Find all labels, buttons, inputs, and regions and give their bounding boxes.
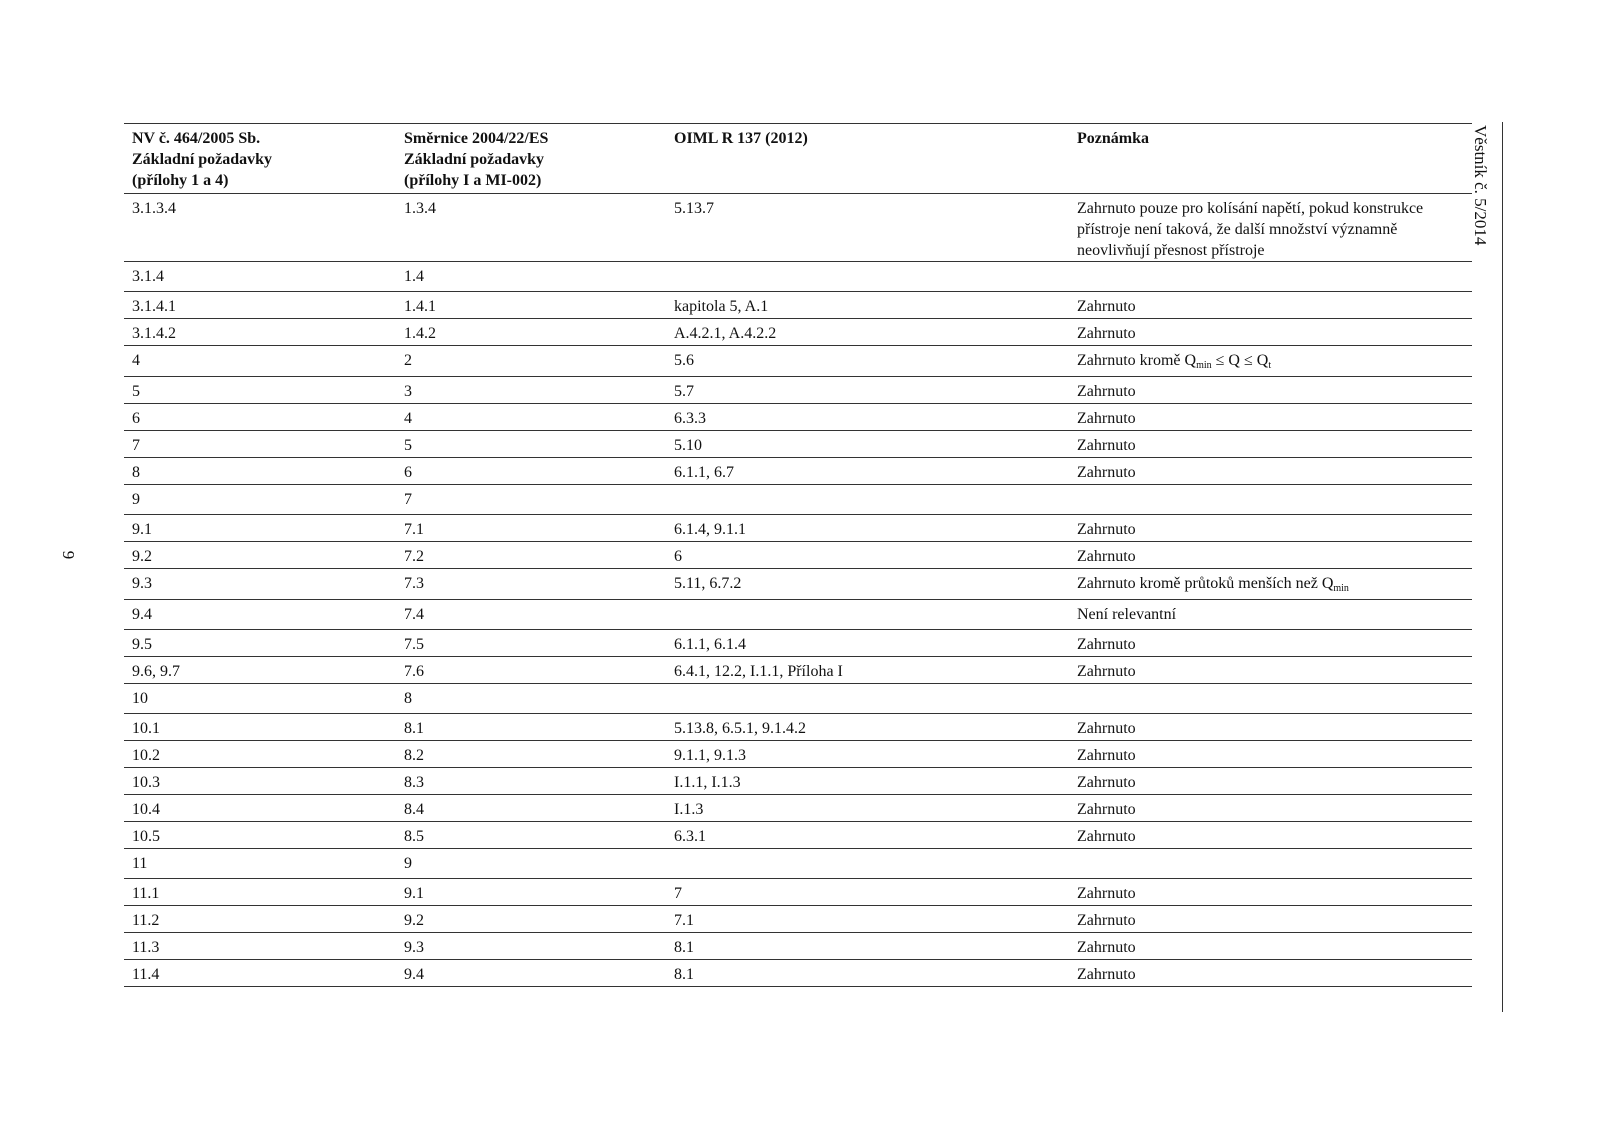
header-smernice: [396, 124, 666, 194]
table-row: [124, 346, 1472, 377]
cell-oiml: 8.1: [674, 939, 694, 956]
note-text: Zahrnuto: [1077, 774, 1136, 791]
note-text: Zahrnuto: [1077, 636, 1136, 653]
cell-note: [1069, 849, 1472, 879]
cell-smernice: 8: [404, 690, 412, 707]
table-row: [124, 600, 1472, 630]
note-text: Zahrnuto: [1077, 521, 1136, 538]
cell-nv: 9: [132, 491, 140, 508]
cell-smernice: 8.1: [404, 720, 424, 737]
header-nv: [124, 124, 396, 194]
note-text: Zahrnuto: [1077, 801, 1136, 818]
cell-smernice: 7.5: [404, 636, 424, 653]
cell-note: [1069, 684, 1472, 714]
cell-nv: 9.5: [132, 636, 152, 653]
table-row: [124, 377, 1472, 404]
cell-smernice: 5: [404, 437, 412, 454]
cell-oiml: 5.13.8, 6.5.1, 9.1.4.2: [674, 720, 806, 737]
cell-oiml: [666, 262, 1069, 292]
cell-oiml: 8.1: [674, 966, 694, 983]
note-text: Zahrnuto kromě průtoků menších než Q: [1077, 575, 1334, 592]
cell-note: [1069, 822, 1472, 849]
note-subscript: min: [1196, 360, 1212, 371]
header-text: NV č. 464/2005 Sb.: [132, 130, 261, 147]
table-row: [124, 741, 1472, 768]
cell-note: [1069, 431, 1472, 458]
cell-oiml: [666, 485, 1069, 515]
cell-oiml: 6.4.1, 12.2, I.1.1, Příloha I: [674, 663, 843, 680]
cell-nv: 3.1.4: [132, 268, 164, 285]
note-text: Zahrnuto: [1077, 885, 1136, 902]
cell-nv: 10: [132, 690, 148, 707]
cell-nv: 7: [132, 437, 140, 454]
cell-note: [1069, 569, 1472, 600]
cell-nv: 11.4: [132, 966, 160, 983]
table-row: [124, 194, 1472, 262]
cell-smernice: 7.1: [404, 521, 424, 538]
cell-note: [1069, 795, 1472, 822]
cell-nv: 4: [132, 352, 140, 369]
cell-note: [1069, 515, 1472, 542]
cell-nv: 9.6, 9.7: [132, 663, 180, 680]
cell-smernice: 7.2: [404, 548, 424, 565]
side-divider: [1502, 122, 1503, 1012]
cell-note: [1069, 319, 1472, 346]
requirements-table: [124, 123, 1472, 987]
cell-oiml: 9.1.1, 9.1.3: [674, 747, 746, 764]
table-row: [124, 879, 1472, 906]
note-text: Zahrnuto: [1077, 383, 1136, 400]
note-text: Zahrnuto: [1077, 720, 1136, 737]
cell-smernice: 6: [404, 464, 412, 481]
cell-nv: 9.4: [132, 606, 152, 623]
cell-note: [1069, 714, 1472, 741]
cell-oiml: [666, 684, 1069, 714]
cell-nv: 9.3: [132, 575, 152, 592]
cell-nv: 9.2: [132, 548, 152, 565]
cell-nv: 3.1.4.1: [132, 298, 176, 315]
note-text: Zahrnuto pouze pro kolísání napětí, pokud konstrukce přístroje není taková, že další množství významně neovlivňují přesnost přístroje: [1077, 200, 1424, 259]
table-row: [124, 262, 1472, 292]
cell-note: [1069, 906, 1472, 933]
cell-nv: 10.3: [132, 774, 160, 791]
note-subscript: t: [1268, 360, 1272, 371]
cell-smernice: 9: [404, 855, 412, 872]
table-row: [124, 849, 1472, 879]
table-row: [124, 795, 1472, 822]
cell-oiml: A.4.2.1, A.4.2.2: [674, 325, 777, 342]
header-note: [1069, 124, 1472, 194]
cell-smernice: 8.5: [404, 828, 424, 845]
header-text: Poznámka: [1077, 130, 1149, 147]
table-row: [124, 822, 1472, 849]
cell-oiml: I.1.3: [674, 801, 704, 818]
note-text: Zahrnuto: [1077, 828, 1136, 845]
cell-smernice: 8.3: [404, 774, 424, 791]
table-row: [124, 768, 1472, 795]
note-text: Zahrnuto: [1077, 966, 1136, 983]
cell-oiml: I.1.1, I.1.3: [674, 774, 741, 791]
note-text: Zahrnuto: [1077, 298, 1136, 315]
cell-note: [1069, 879, 1472, 906]
cell-nv: 9.1: [132, 521, 152, 538]
header-text: Základní požadavky: [404, 151, 545, 168]
requirements-table-container: [124, 123, 1472, 987]
cell-note: [1069, 960, 1472, 987]
cell-nv: 11.2: [132, 912, 160, 929]
header-text: OIML R 137 (2012): [674, 130, 808, 147]
note-subscript: min: [1333, 583, 1349, 594]
cell-smernice: 9.3: [404, 939, 424, 956]
note-text: Zahrnuto: [1077, 747, 1136, 764]
cell-oiml: 6.1.1, 6.1.4: [674, 636, 746, 653]
cell-nv: 3.1.3.4: [132, 200, 176, 217]
cell-note: [1069, 600, 1472, 630]
cell-smernice: 8.2: [404, 747, 424, 764]
note-text: Zahrnuto: [1077, 663, 1136, 680]
publication-label: Věstník č. 5/2014: [1471, 125, 1490, 246]
cell-note: [1069, 377, 1472, 404]
cell-note: [1069, 346, 1472, 377]
cell-nv: 10.4: [132, 801, 160, 818]
cell-smernice: 4: [404, 410, 412, 427]
header-text: Směrnice 2004/22/ES: [404, 130, 549, 147]
table-row: [124, 569, 1472, 600]
cell-oiml: 5.6: [674, 352, 694, 369]
table-header-row: [124, 124, 1472, 194]
cell-note: [1069, 630, 1472, 657]
note-text: Zahrnuto: [1077, 410, 1136, 427]
cell-note: [1069, 458, 1472, 485]
cell-oiml: 6.3.1: [674, 828, 706, 845]
table-row: [124, 542, 1472, 569]
cell-nv: 5: [132, 383, 140, 400]
cell-oiml: [666, 849, 1069, 879]
header-oiml: [666, 124, 1069, 194]
table-row: [124, 684, 1472, 714]
cell-oiml: [666, 600, 1069, 630]
cell-oiml: 5.11, 6.7.2: [674, 575, 742, 592]
note-text: Zahrnuto: [1077, 437, 1136, 454]
cell-note: [1069, 741, 1472, 768]
table-row: [124, 458, 1472, 485]
table-row: [124, 431, 1472, 458]
note-text: Zahrnuto: [1077, 912, 1136, 929]
cell-oiml: 6.3.3: [674, 410, 706, 427]
cell-smernice: 1.4.2: [404, 325, 436, 342]
cell-note: [1069, 262, 1472, 292]
cell-smernice: 1.4: [404, 268, 424, 285]
table-row: [124, 292, 1472, 319]
cell-oiml: 7: [674, 885, 682, 902]
table-row: [124, 657, 1472, 684]
cell-note: [1069, 404, 1472, 431]
cell-note: [1069, 933, 1472, 960]
table-row: [124, 933, 1472, 960]
cell-smernice: 7.3: [404, 575, 424, 592]
cell-note: [1069, 657, 1472, 684]
note-text: Zahrnuto: [1077, 464, 1136, 481]
cell-oiml: 7.1: [674, 912, 694, 929]
note-text: Není relevantní: [1077, 606, 1177, 623]
cell-smernice: 9.2: [404, 912, 424, 929]
cell-oiml: 6.1.4, 9.1.1: [674, 521, 746, 538]
table-row: [124, 485, 1472, 515]
cell-smernice: 7.6: [404, 663, 424, 680]
note-text: Zahrnuto kromě Q: [1077, 352, 1197, 369]
cell-smernice: 9.1: [404, 885, 424, 902]
table-row: [124, 906, 1472, 933]
table-row: [124, 319, 1472, 346]
cell-note: [1069, 292, 1472, 319]
cell-smernice: 7.4: [404, 606, 424, 623]
cell-nv: 11.3: [132, 939, 160, 956]
cell-smernice: 7: [404, 491, 412, 508]
cell-note: [1069, 542, 1472, 569]
cell-smernice: 9.4: [404, 966, 424, 983]
note-text: Zahrnuto: [1077, 325, 1136, 342]
cell-nv: 6: [132, 410, 140, 427]
header-text: Základní požadavky: [132, 151, 273, 168]
table-body: [124, 194, 1472, 987]
note-text: ≤ Q ≤ Q: [1211, 352, 1269, 369]
cell-nv: 11.1: [132, 885, 160, 902]
cell-nv: 10.2: [132, 747, 160, 764]
cell-nv: 8: [132, 464, 140, 481]
note-text: Zahrnuto: [1077, 548, 1136, 565]
header-text: (přílohy I a MI-002): [404, 172, 542, 189]
cell-smernice: 3: [404, 383, 412, 400]
cell-oiml: 5.13.7: [674, 200, 714, 217]
cell-nv: 3.1.4.2: [132, 325, 176, 342]
cell-oiml: 6.1.1, 6.7: [674, 464, 734, 481]
cell-smernice: 1.4.1: [404, 298, 436, 315]
table-row: [124, 404, 1472, 431]
cell-oiml: 5.7: [674, 383, 694, 400]
table-row: [124, 960, 1472, 987]
header-text: (přílohy 1 a 4): [132, 172, 229, 189]
cell-oiml: 5.10: [674, 437, 702, 454]
cell-nv: 10.5: [132, 828, 160, 845]
table-row: [124, 630, 1472, 657]
table-row: [124, 515, 1472, 542]
cell-nv: 10.1: [132, 720, 160, 737]
table-row: [124, 714, 1472, 741]
cell-nv: 11: [132, 855, 148, 872]
page-number: 9: [59, 550, 78, 560]
cell-note: [1069, 485, 1472, 515]
cell-oiml: 6: [674, 548, 682, 565]
cell-smernice: 8.4: [404, 801, 424, 818]
cell-note: [1069, 194, 1472, 262]
note-text: Zahrnuto: [1077, 939, 1136, 956]
cell-oiml: kapitola 5, A.1: [674, 298, 769, 315]
cell-smernice: 2: [404, 352, 412, 369]
cell-smernice: 1.3.4: [404, 200, 436, 217]
cell-note: [1069, 768, 1472, 795]
